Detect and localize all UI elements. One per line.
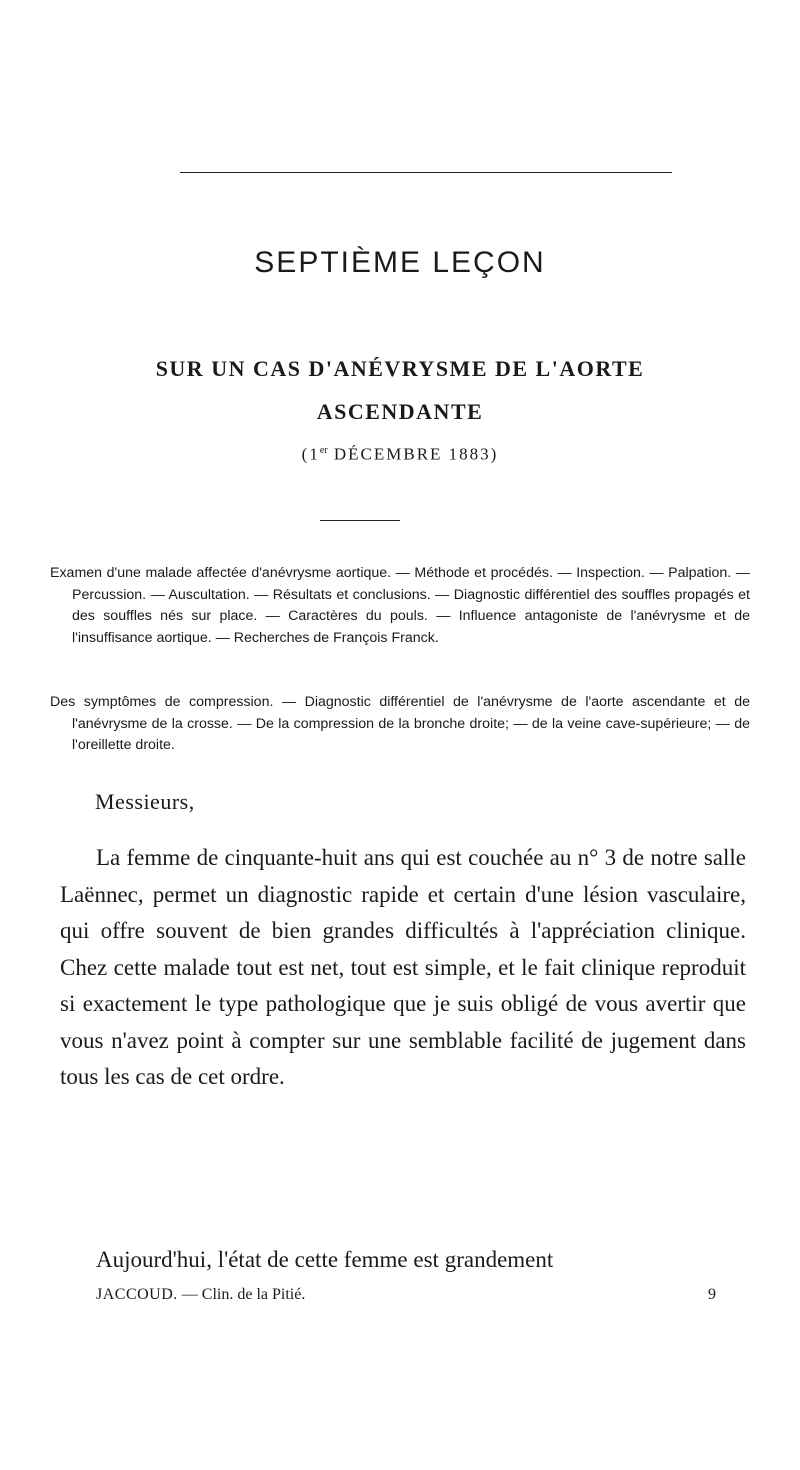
footer-title: — Clin. de la Pitié. <box>177 1286 306 1303</box>
page-number: 9 <box>708 1286 716 1303</box>
date-rest: DÉCEMBRE 1883) <box>327 444 499 464</box>
body-block-1 <box>60 840 746 1096</box>
divider-rule <box>320 520 400 521</box>
lesson-title: SEPTIÈME LEÇON <box>254 246 546 279</box>
summary-paragraph-2: Des symptômes de compression. — Diagnostic différentiel de l'anévrysme de l'aorte ascendante et de l'anévrysme de la crosse. — De la compression de la bronche droite; — de la veine cave-supérieure; — de l'oreillette droite. <box>50 694 750 753</box>
body-block-2 <box>60 1242 746 1279</box>
lecture-date <box>0 440 800 466</box>
summary-block-1 <box>50 563 750 649</box>
date-prefix: (1 <box>301 444 320 464</box>
date-superscript: er <box>319 445 328 456</box>
subject-line-1: SUR UN CAS D'ANÉVRYSME DE L'AORTE <box>155 356 645 381</box>
footer-author: JACCOUD. <box>96 1286 178 1303</box>
salutation: Messieurs, <box>95 789 195 814</box>
top-rule <box>180 172 672 173</box>
summary-block-2 <box>50 692 750 757</box>
summary-paragraph-1: Examen d'une malade affectée d'anévrysme aortique. — Méthode et procédés. — Inspection. — Palpation. — Percussion. — Auscultation. — Résultats et conclusions. — Diagnostic différentiel des souffles propagés et des souffles nés sur place. — Caractères du pouls. — Influence antagoniste de l'anévrysme et de l'insuffisance aortique. — Recherches de François Franck. <box>50 565 750 646</box>
subject-line-2: ASCENDANTE <box>316 399 484 424</box>
body-paragraph-1: La femme de cinquante-huit ans qui est couchée au n° 3 de notre salle Laënnec, permet un diagnostic rapide et certain d'une lésion vasculaire, qui offre souvent de bien grandes difficultés à l'appréciation clinique. Chez cette malade tout est net, tout est simple, et le fait clinique reproduit si exactement le type pathologique que je suis obligé de vous avertir que vous n'avez point à compter sur une semblable facilité de jugement dans tous les cas de cet ordre. <box>60 845 746 1089</box>
page-footer <box>96 1283 716 1307</box>
body-paragraph-2: Aujourd'hui, l'état de cette femme est grandement <box>96 1247 554 1272</box>
